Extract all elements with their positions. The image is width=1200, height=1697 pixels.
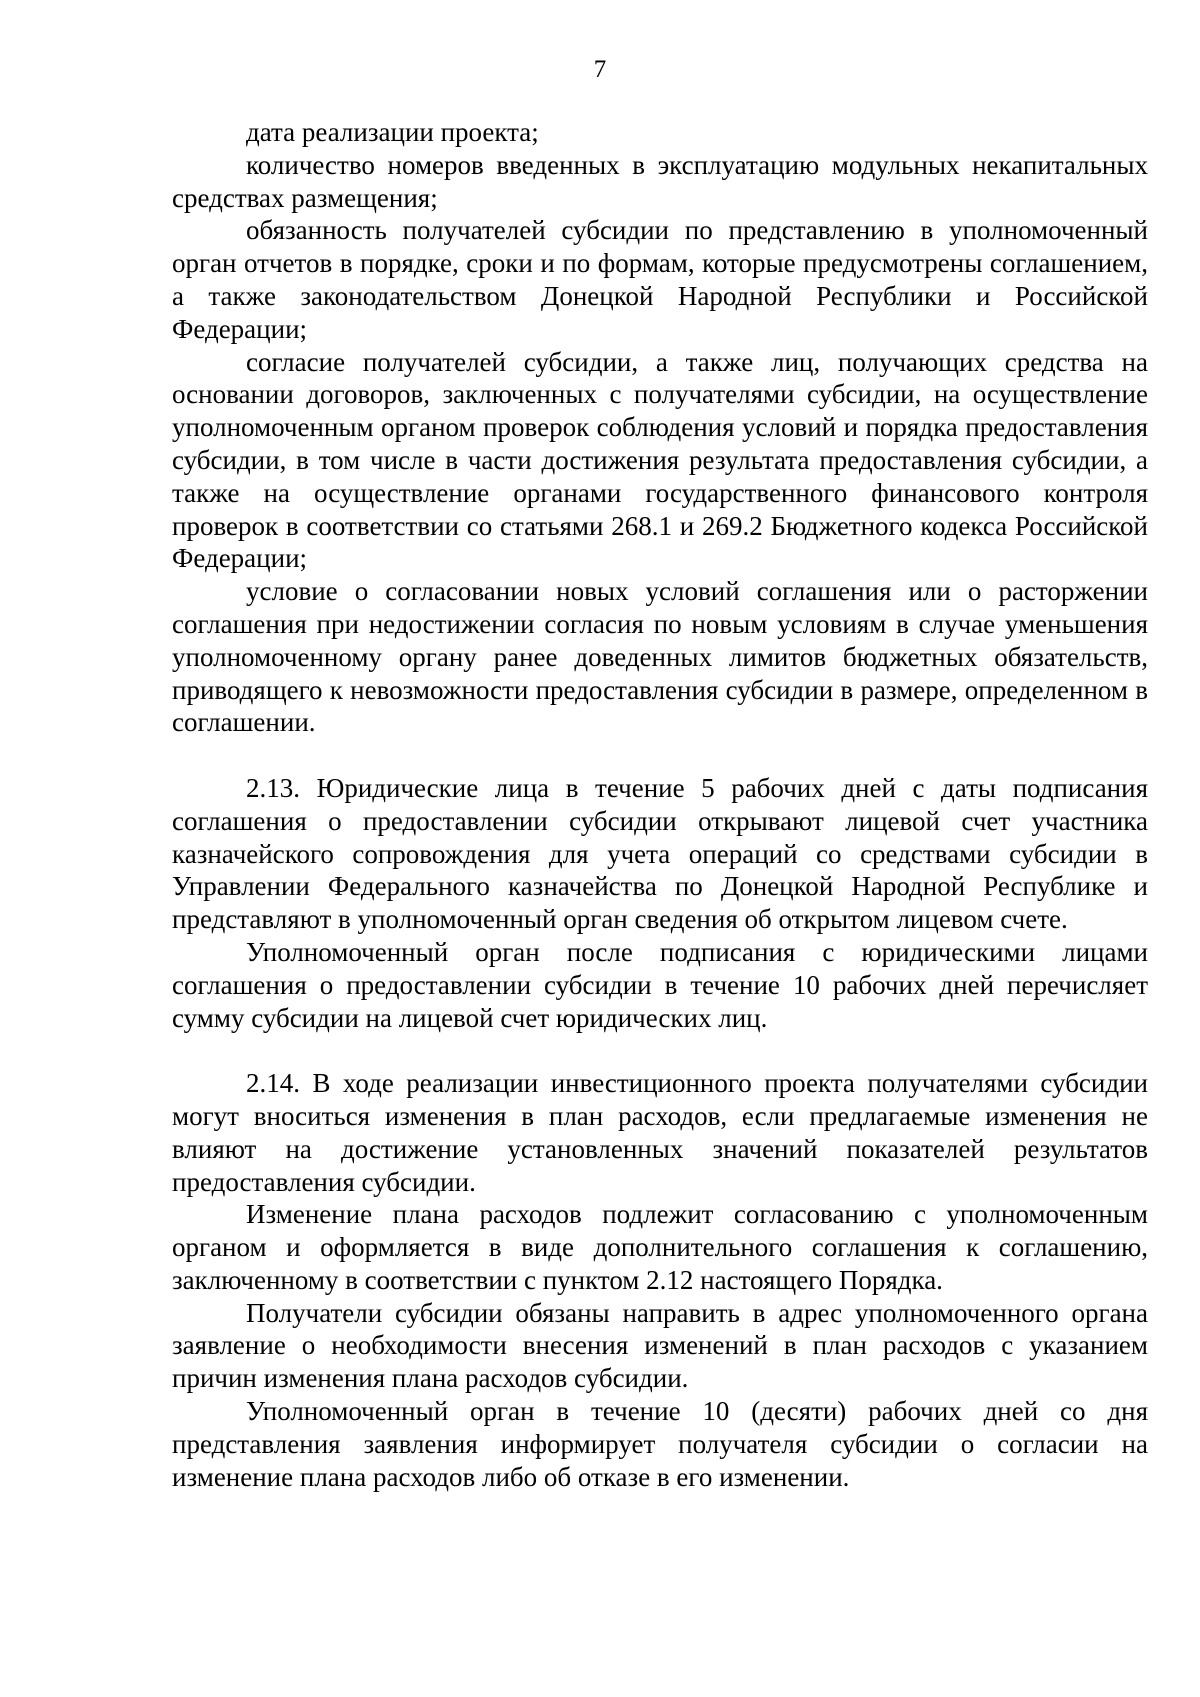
paragraph-agreement-termination: условие о согласовании новых условий соглашения или о расторжении соглашения при недостижении согласия по новым условиям в случае уменьшения уполномоченному органу ранее доведенных лимитов бюджетных обязательств, приводящего к невозможности предоставления субсидии в размере, определенном в соглашении. xyxy=(172,576,1148,738)
paragraph-project-date: дата реализации проекта; xyxy=(246,117,539,147)
document-body xyxy=(172,116,1148,1493)
paragraph-reporting-obligation: обязанность получателей субсидии по представлению в уполномоченный орган отчетов в порядке, сроки и по формам, которые предусмотрены соглашением, а также законодательством Донецкой Народной Республики и Российской Федерации; xyxy=(172,215,1148,344)
page-number: 7 xyxy=(593,56,607,83)
paragraph-inspection-consent: согласие получателей субсидии, а также лиц, получающих средства на основании договоров, заключенных с получателями субсидии, на осуществление уполномоченным органом проверок соблюдения условий и порядка предоставления субсидии, в том числе в части достижения результата предоставления субсидии, а также на осуществление органами государственного финансового контроля проверок в соответствии со статьями 268.1 и 269.2 Бюджетного кодекса Российской Федерации; xyxy=(172,346,1148,574)
paragraph-change-request: Получатели субсидии обязаны направить в адрес уполномоченного органа заявление о необходимости внесения изменений в план расходов с указанием причин изменения плана расходов субсидии. xyxy=(172,1297,1148,1394)
paragraph-subsidy-transfer: Уполномоченный орган после подписания с юридическими лицами соглашения о предоставлении субсидии в течение 10 рабочих дней перечисляет сумму субсидии на лицевой счет юридических лиц. xyxy=(172,936,1148,1033)
paragraph-decision-notice: Уполномоченный орган в течение 10 (десяти) рабочих дней со дня представления заявления информирует получателя субсидии о согласии на изменение плана расходов либо об отказе в его изменении. xyxy=(172,1396,1148,1492)
paragraph-plan-change-approval: Изменение плана расходов подлежит согласованию с уполномоченным органом и оформляется в виде дополнительного соглашения к соглашению, заключенному в соответствии с пунктом 2.12 настоящего Порядка. xyxy=(172,1199,1148,1295)
paragraph-clause-2-13: 2.13. Юридические лица в течение 5 рабочих дней с даты подписания соглашения о предоставлении субсидии открывают лицевой счет участника казначейского сопровождения для учета операций со средствами субсидии в Управлении Федерального казначейства по Донецкой Народной Республике и представляют в уполномоченный орган сведения об открытом лицевом счете. xyxy=(172,772,1148,935)
paragraph-clause-2-14: 2.14. В ходе реализации инвестиционного проекта получателями субсидии могут вноситься изменения в план расходов, если предлагаемые изменения не влияют на достижение установленных значений показателей результатов предоставления субсидии. xyxy=(172,1068,1148,1197)
paragraph-room-count: количество номеров введенных в эксплуатацию модульных некапитальных средствах размещения; xyxy=(172,149,1148,213)
